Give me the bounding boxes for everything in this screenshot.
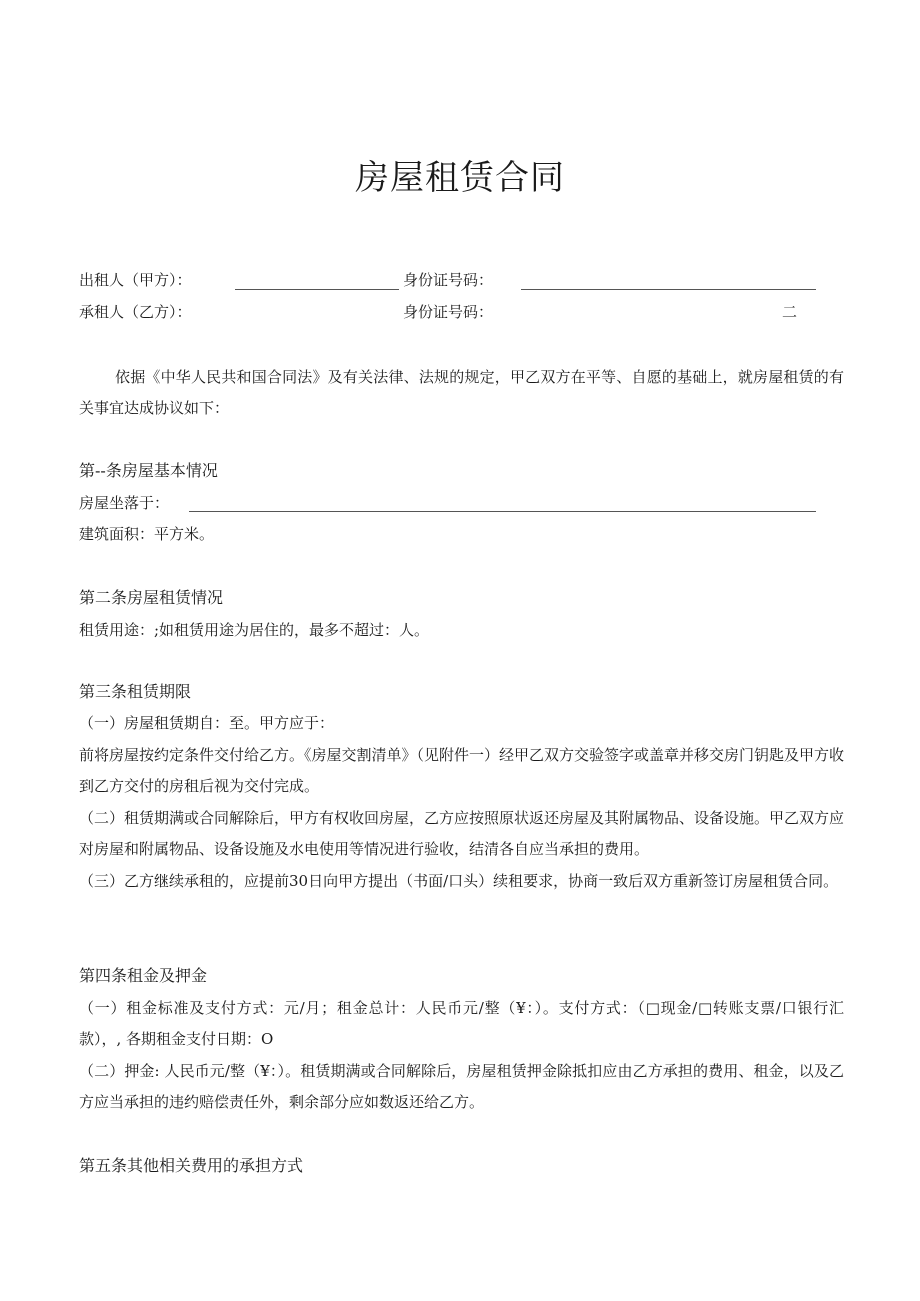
intro-paragraph: 依据《中华人民共和国合同法》及有关法律、法规的规定，甲乙双方在平等、自愿的基础上，就房屋租赁的有关事宜达成协议如下： xyxy=(79,368,844,417)
lease-term-line: （一）房屋租赁期自：至。甲方应于： xyxy=(79,714,335,732)
lessor-id-blank xyxy=(521,289,816,290)
article-1-heading: 第--条房屋基本情况 xyxy=(79,461,218,480)
lease-renewal-paragraph: （三）乙方继续承租的，应提前30日向甲方提出（书面/口头）续租要求，协商一致后双方重新签订房屋租赁合同。 xyxy=(79,872,839,890)
lessor-label: 出租人（甲方）： xyxy=(79,271,192,289)
article-3-heading: 第三条租赁期限 xyxy=(79,682,192,701)
deposit-paragraph: （二）押金: 人民币元/整（¥：）。租赁期满或合同解除后，房屋租赁押金除抵扣应由乙方承担的费用、租金，以及乙方应当承担的违约赔偿责任外，剩余部分应如数返还给乙方。 xyxy=(79,1062,844,1111)
area-line: 建筑面积：平方米。 xyxy=(79,525,215,543)
lessor-id-label: 身份证号码： xyxy=(403,271,494,289)
document-title: 房屋租赁合同 xyxy=(355,158,565,198)
lessee-label: 承租人（乙方）： xyxy=(79,303,192,321)
article-4-heading: 第四条租金及押金 xyxy=(79,966,208,985)
usage-line: 租赁用途：;如租赁用途为居住的，最多不超过：人。 xyxy=(79,621,430,639)
article-5-heading: 第五条其他相关费用的承担方式 xyxy=(79,1156,304,1175)
lease-end-paragraph: （二）租赁期满或合同解除后，甲方有权收回房屋，乙方应按照原状返还房屋及其附属物品、设备设施。甲乙双方应对房屋和附属物品、设备设施及水电使用等情况进行验收，结清各自应当承担的费用。 xyxy=(79,809,845,858)
lease-delivery-paragraph: 前将房屋按约定条件交付给乙方。《房屋交割清单》（见附件一）经甲乙双方交验签字或盖章并移交房门钥匙及甲方收到乙方交付的房租后视为交付完成。 xyxy=(79,746,845,795)
lessee-id-label: 身份证号码： xyxy=(403,303,494,321)
location-blank xyxy=(189,511,816,512)
location-label: 房屋坐落于： xyxy=(79,494,170,512)
article-2-heading: 第二条房屋租赁情况 xyxy=(79,588,224,607)
lessee-id-tail: 二 xyxy=(782,303,798,321)
rent-paragraph: （一）租金标准及支付方式：元/月；租金总计：人民币元/整（¥：）。支付方式：（□现金/□转账支票/口银行汇款），, 各期租金支付日期：O xyxy=(79,999,844,1048)
lessor-name-blank xyxy=(235,289,399,290)
